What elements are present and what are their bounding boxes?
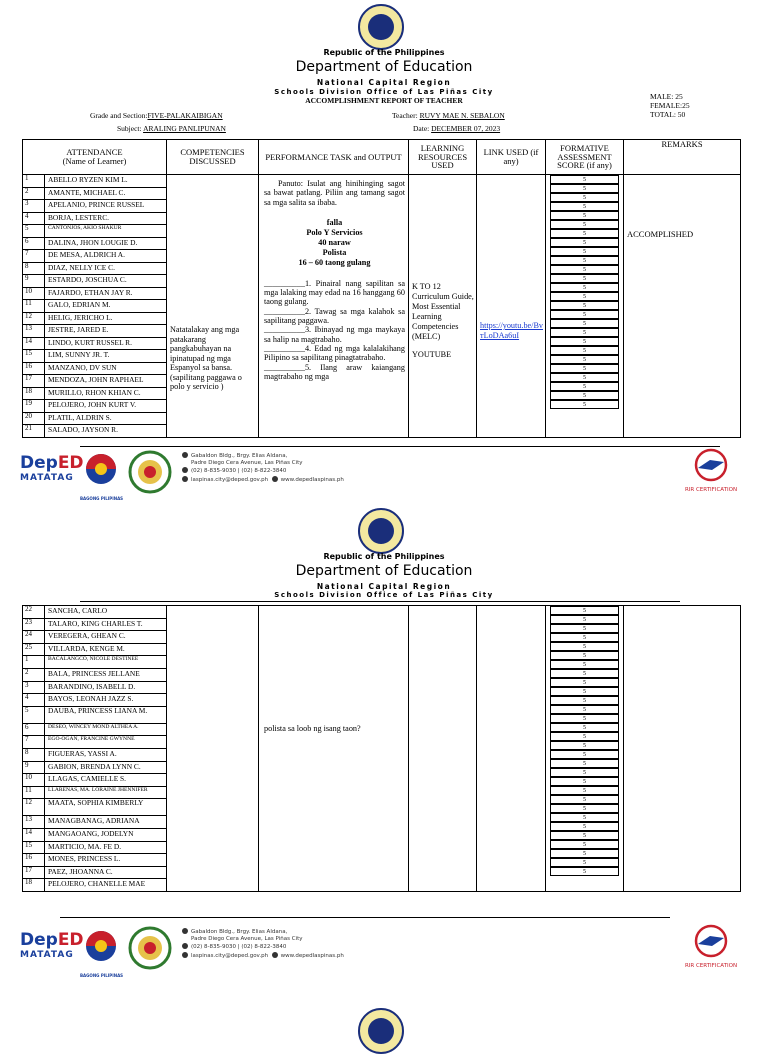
learner-number: 11 — [23, 786, 45, 799]
score-box: 5 — [550, 606, 619, 615]
learner-name: FAJARDO, ETHAN JAY R. — [45, 287, 167, 300]
learner-name: LLARENAS, MA. LORAINE JHENNIFER — [45, 786, 167, 799]
score-box: 5 — [550, 867, 619, 876]
task-continuation: polista sa loob ng isang taon? — [264, 724, 361, 733]
header-attendance: ATTENDANCE (Name of Learner) — [23, 140, 167, 175]
score-box: 5 — [550, 831, 619, 840]
learner-number: 4 — [23, 212, 45, 225]
bagong-pilipinas-icon — [80, 928, 122, 968]
score-box: 5 — [550, 247, 619, 256]
email-icon — [182, 952, 188, 958]
link-cell-p2 — [477, 606, 546, 892]
learner-name: ABELLO RYZEN KIM L. — [45, 175, 167, 188]
score-box: 5 — [550, 849, 619, 858]
learner-number: 9 — [23, 275, 45, 288]
learner-name: GABION, BRENDA LYNN C. — [45, 761, 167, 774]
task-question: __________3. Ibinayad ng mga maykaya sa halip na magtrabaho. — [264, 325, 405, 344]
rir-logo-icon — [680, 924, 742, 958]
report-table-page1 — [22, 139, 741, 438]
learner-name: PLATIL, ALDRIN S. — [45, 412, 167, 425]
deped-matatag-logo — [20, 453, 84, 483]
score-box: 5 — [550, 633, 619, 642]
department-title: Department of Education — [295, 59, 473, 75]
division-text-p2: Schools Division Office of Las Piñas City — [274, 591, 494, 599]
score-box: 5 — [550, 642, 619, 651]
deped-logo-p2: DepED — [20, 930, 84, 950]
learner-name: HELIG, JERICHO L. — [45, 312, 167, 325]
learner-name: DIAZ, NELLY ICE C. — [45, 262, 167, 275]
score-box: 5 — [550, 256, 619, 265]
teacher-info: Teacher: RUVY MAE N. SEBALON — [392, 111, 505, 120]
learner-name: MANZANO, DV SUN — [45, 362, 167, 375]
contact-info-p2: Gabaldon Bldg., Brgy. Elias Aldana, Padre Diego Cera Avenue, Las Piñas City (02) 8-835-9030 | (02) 8-822-3840 laspinas.city@deped.gov.ph www.depedlaspinas.ph — [182, 928, 344, 960]
contact-info: Gabaldon Bldg., Brgy. Elias Aldana, Padre Diego Cera Avenue, Las Piñas City (02) 8-835-9030 | (02) 8-822-3840 laspinas.city@deped.gov.ph www.depedlaspinas.ph — [182, 452, 344, 484]
grade-section: Grade and Section:FIVE-PALAKAIBIGAN — [90, 111, 223, 120]
learner-name: BACALANGCO, NICOLE DESTINEE — [45, 656, 167, 669]
learner-number: 13 — [23, 325, 45, 338]
division-seal — [128, 450, 172, 499]
learner-name: LIM, SUNNY JR. T. — [45, 350, 167, 363]
report-table-page2 — [22, 605, 741, 892]
report-title: ACCOMPLISHMENT REPORT OF TEACHER — [305, 96, 463, 105]
learner-name: MANGAOANG, JODELYN — [45, 828, 167, 841]
score-box: 5 — [550, 310, 619, 319]
task-question: __________4. Edad ng mga kalalakihang Pilipino sa sapilitang pinagtatrabaho. — [264, 343, 405, 363]
learner-number: 25 — [23, 643, 45, 656]
score-box: 5 — [550, 822, 619, 831]
header-link: LINK USED (if any) — [477, 140, 546, 175]
task-choice: 16 – 60 taong gulang — [298, 257, 371, 267]
learner-number: 16 — [23, 362, 45, 375]
learner-name: BALA, PRINCESS JELLANE — [45, 668, 167, 681]
footer-line — [80, 446, 720, 447]
remarks-cell — [624, 175, 741, 438]
learner-number: 17 — [23, 375, 45, 388]
learner-number: 15 — [23, 350, 45, 363]
task-choice: 40 naraw — [318, 237, 351, 247]
score-box: 5 — [550, 687, 619, 696]
learner-number: 19 — [23, 400, 45, 413]
score-box: 5 — [550, 840, 619, 849]
learner-name: VEREGERA, GHEAN C. — [45, 631, 167, 644]
matatag-text: MATATAG — [20, 473, 74, 483]
score-box: 5 — [550, 759, 619, 768]
learner-name: DAUBA, PRINCESS LIANA M. — [45, 706, 167, 723]
learner-name: CANTONJOS, AKIO SHAKUR — [45, 225, 167, 238]
phone-icon — [182, 943, 188, 949]
division-seal-p2 — [128, 926, 172, 975]
learner-number: 18 — [23, 387, 45, 400]
youtube-link[interactable]: https://youtu.be/BvтLoDAa6uI — [480, 321, 544, 340]
header-resources: LEARNING RESOURCES USED — [409, 140, 477, 175]
task-question: __________2. Tawag sa mga kalahok sa sapilitang paggawa. — [264, 306, 405, 326]
learner-name: MURILLO, RHON KHIAN C. — [45, 387, 167, 400]
score-box: 5 — [550, 795, 619, 804]
score-box: 5 — [550, 355, 619, 364]
score-box: 5 — [550, 705, 619, 714]
score-box: 5 — [550, 651, 619, 660]
score-box: 5 — [550, 184, 619, 193]
learner-number: 4 — [23, 694, 45, 707]
learner-name: BAYOS, LEONAH JAZZ S. — [45, 694, 167, 707]
score-box: 5 — [550, 265, 619, 274]
learner-number: 12 — [23, 799, 45, 816]
task-choice: Polista — [322, 247, 347, 257]
department-title-p2: Department of Education — [295, 563, 473, 579]
web-icon — [272, 476, 278, 482]
learner-number: 8 — [23, 748, 45, 761]
learner-number: 5 — [23, 706, 45, 723]
bagong-pilipinas-icon — [80, 451, 122, 491]
table-row — [23, 175, 741, 188]
total-count: TOTAL: 50 — [650, 110, 686, 119]
score-box: 5 — [550, 283, 619, 292]
learner-number: 11 — [23, 300, 45, 313]
resources-cell — [409, 175, 477, 438]
learner-name: BORJA, LESTERC. — [45, 212, 167, 225]
learner-number: 10 — [23, 287, 45, 300]
learner-number: 1 — [23, 656, 45, 669]
learner-name: LINDO, KURT RUSSEL R. — [45, 337, 167, 350]
region-text-p2: National Capital Region — [316, 582, 452, 591]
remarks-text: ACCOMPLISHED — [627, 229, 694, 239]
score-box: 5 — [550, 696, 619, 705]
remarks-cell-p2 — [624, 606, 741, 892]
learner-number: 24 — [23, 631, 45, 644]
competencies-cell: Natatalakay ang mga patakarang pangkabuhayan na ipinatupad ng mga Espanyol sa bansa. (sapilitang paggawa o polo y servicio ) — [167, 175, 259, 438]
score-box: 5 — [550, 211, 619, 220]
header-performance: PERFORMANCE TASK and OUTPUT — [259, 140, 409, 175]
division-text: Schools Division Office of Las Piñas City — [274, 88, 494, 96]
task-choice: Polo Y Servicios — [306, 227, 363, 237]
learner-number: 6 — [23, 723, 45, 736]
score-box: 5 — [550, 301, 619, 310]
phone-icon — [182, 467, 188, 473]
task-instructions: Panuto: Isulat ang hinihinging sagot sa bawat patlang. Piliin ang tamang sagot sa mga salita sa ibaba. — [264, 179, 405, 207]
learner-number: 3 — [23, 681, 45, 694]
learner-name: MAATA, SOPHIA KIMBERLY — [45, 799, 167, 816]
learner-name: LLAGAS, CAMIELLE S. — [45, 774, 167, 787]
score-box: 5 — [550, 732, 619, 741]
learner-number: 5 — [23, 225, 45, 238]
score-box: 5 — [550, 364, 619, 373]
score-box: 5 — [550, 813, 619, 822]
learner-name: FIGUERAS, YASSI A. — [45, 748, 167, 761]
learner-number: 21 — [23, 425, 45, 438]
learner-number: 13 — [23, 816, 45, 829]
score-box: 5 — [550, 382, 619, 391]
header-remarks: REMARKS — [624, 140, 741, 175]
resources-cell-p2 — [409, 606, 477, 892]
learner-name: DESEO, WINCEY MOND ALTHEA A. — [45, 723, 167, 736]
score-box: 5 — [550, 858, 619, 867]
score-box: 5 — [550, 193, 619, 202]
learner-name: MANAGBANAG, ADRIANA — [45, 816, 167, 829]
gender-count — [650, 92, 690, 119]
learner-name: JESTRE, JARED E. — [45, 325, 167, 338]
header-line-p2 — [80, 601, 680, 602]
score-box: 5 — [550, 292, 619, 301]
task-question: __________1. Pinairal nang sapilitan sa mga lalaking may edad na 16 hanggang 60 taong gulang. — [264, 278, 405, 307]
table-row — [23, 606, 741, 619]
deped-matatag-logo-p2: DepED MATATAG — [20, 930, 84, 960]
score-box: 5 — [550, 723, 619, 732]
learner-number: 9 — [23, 761, 45, 774]
score-box: 5 — [550, 346, 619, 355]
learner-number: 1 — [23, 175, 45, 188]
learner-number: 7 — [23, 250, 45, 263]
learner-number: 15 — [23, 841, 45, 854]
learner-name: ESTARDO, JOSCHUA C. — [45, 275, 167, 288]
resources-text: K TO 12 Curriculum Guide, Most Essential Learning Competencies (MELC) — [412, 282, 474, 341]
rir-logo-icon — [680, 448, 742, 482]
score-box: 5 — [550, 660, 619, 669]
learner-name: PAEZ, JHOANNA C. — [45, 866, 167, 879]
learner-number: 20 — [23, 412, 45, 425]
score-box: 5 — [550, 804, 619, 813]
score-box: 5 — [550, 714, 619, 723]
date-info: Date: DECEMBER 07, 2023 — [413, 124, 501, 133]
learner-name: EGO-OGAN, FRANCINE GWYNNE — [45, 736, 167, 749]
score-box: 5 — [550, 669, 619, 678]
location-icon — [182, 452, 188, 458]
learner-name: APELANIO, PRINCE RUSSEL — [45, 200, 167, 213]
deped-logo: DepED — [20, 453, 84, 473]
score-box: 5 — [550, 220, 619, 229]
score-box: 5 — [550, 750, 619, 759]
learner-number: 14 — [23, 337, 45, 350]
deped-seal-p2 — [358, 508, 404, 554]
learner-number: 3 — [23, 200, 45, 213]
learner-name: VILLARDA, KENGE M. — [45, 643, 167, 656]
score-box: 5 — [550, 741, 619, 750]
score-box: 5 — [550, 615, 619, 624]
learner-number: 6 — [23, 237, 45, 250]
score-box: 5 — [550, 777, 619, 786]
score-box: 5 — [550, 786, 619, 795]
score-box: 5 — [550, 768, 619, 777]
formative-score-cell — [546, 175, 624, 438]
learner-number: 10 — [23, 774, 45, 787]
learner-name: PELOJERO, CHANELLE MAE — [45, 879, 167, 892]
performance-task-cell-p2 — [259, 606, 409, 892]
learner-number: 17 — [23, 866, 45, 879]
learner-name: TALARO, KING CHARLES T. — [45, 618, 167, 631]
learner-number: 14 — [23, 828, 45, 841]
score-box: 5 — [550, 238, 619, 247]
learner-name: MARTICIO, MA. FE D. — [45, 841, 167, 854]
learner-name: DE MESA, ALDRICH A. — [45, 250, 167, 263]
division-seal-icon — [128, 450, 172, 494]
learner-name: GALO, EDRIAN M. — [45, 300, 167, 313]
score-box: 5 — [550, 373, 619, 382]
learner-name: SALADO, JAYSON R. — [45, 425, 167, 438]
bagong-pilipinas-logo-p2: BAGONG PILIPINAS — [80, 928, 123, 978]
performance-task-cell — [259, 175, 409, 438]
score-box: 5 — [550, 202, 619, 211]
learner-number: 18 — [23, 879, 45, 892]
competencies-cell-p2 — [167, 606, 259, 892]
male-count: MALE: 25 — [650, 92, 683, 101]
learner-name: SANCHA, CARLO — [45, 606, 167, 619]
score-box: 5 — [550, 328, 619, 337]
formative-score-cell-p2 — [546, 606, 624, 892]
link-cell — [477, 175, 546, 438]
score-box: 5 — [550, 175, 619, 184]
learner-number: 12 — [23, 312, 45, 325]
learner-number: 2 — [23, 668, 45, 681]
learner-name: DALINA, JHON LOUGIE D. — [45, 237, 167, 250]
rir-certification: RIR CERTIFICATION — [680, 448, 742, 493]
learner-name: BARANDINO, ISABELL D. — [45, 681, 167, 694]
email-icon — [182, 476, 188, 482]
header-competencies: COMPETENCIES DISCUSSED — [167, 140, 259, 175]
task-question: __________5. Ilang araw kaiangang magtrabaho ng mga — [264, 362, 405, 381]
resources-youtube: YOUTUBE — [412, 350, 452, 359]
learner-number: 23 — [23, 618, 45, 631]
subject-info: Subject: ARALING PANLIPUNAN — [117, 124, 226, 133]
learner-name: MENDOZA, JOHN RAPHAEL — [45, 375, 167, 388]
learner-number: 7 — [23, 736, 45, 749]
female-count: FEMALE:25 — [650, 101, 690, 110]
division-seal-icon — [128, 926, 172, 970]
score-box: 5 — [550, 337, 619, 346]
learner-number: 22 — [23, 606, 45, 619]
header-formative: FORMATIVE ASSESSMENT SCORE (if any) — [546, 140, 624, 175]
republic-text: Republic of the Philippines — [323, 48, 445, 57]
web-icon — [272, 952, 278, 958]
region-text: National Capital Region — [316, 78, 452, 87]
score-box: 5 — [550, 391, 619, 400]
location-icon — [182, 928, 188, 934]
deped-seal — [358, 4, 404, 50]
learner-name: PELOJERO, JOHN KURT V. — [45, 400, 167, 413]
task-choice: falla — [326, 217, 343, 227]
score-box: 5 — [550, 229, 619, 238]
learner-number: 16 — [23, 854, 45, 867]
learner-number: 8 — [23, 262, 45, 275]
score-box: 5 — [550, 274, 619, 283]
deped-seal-p3 — [358, 1008, 404, 1054]
learner-name: MONES, PRINCESS L. — [45, 854, 167, 867]
rir-certification-p2: RIR CERTIFICATION — [680, 924, 742, 969]
bagong-pilipinas-logo: BAGONG PILIPINAS — [80, 451, 123, 501]
footer-line-p2 — [60, 917, 670, 918]
learner-number: 2 — [23, 187, 45, 200]
score-box: 5 — [550, 678, 619, 687]
republic-text-p2: Republic of the Philippines — [323, 552, 445, 561]
learner-name: AMANTE, MICHAEL C. — [45, 187, 167, 200]
score-box: 5 — [550, 319, 619, 328]
score-box: 5 — [550, 400, 619, 409]
score-box: 5 — [550, 624, 619, 633]
